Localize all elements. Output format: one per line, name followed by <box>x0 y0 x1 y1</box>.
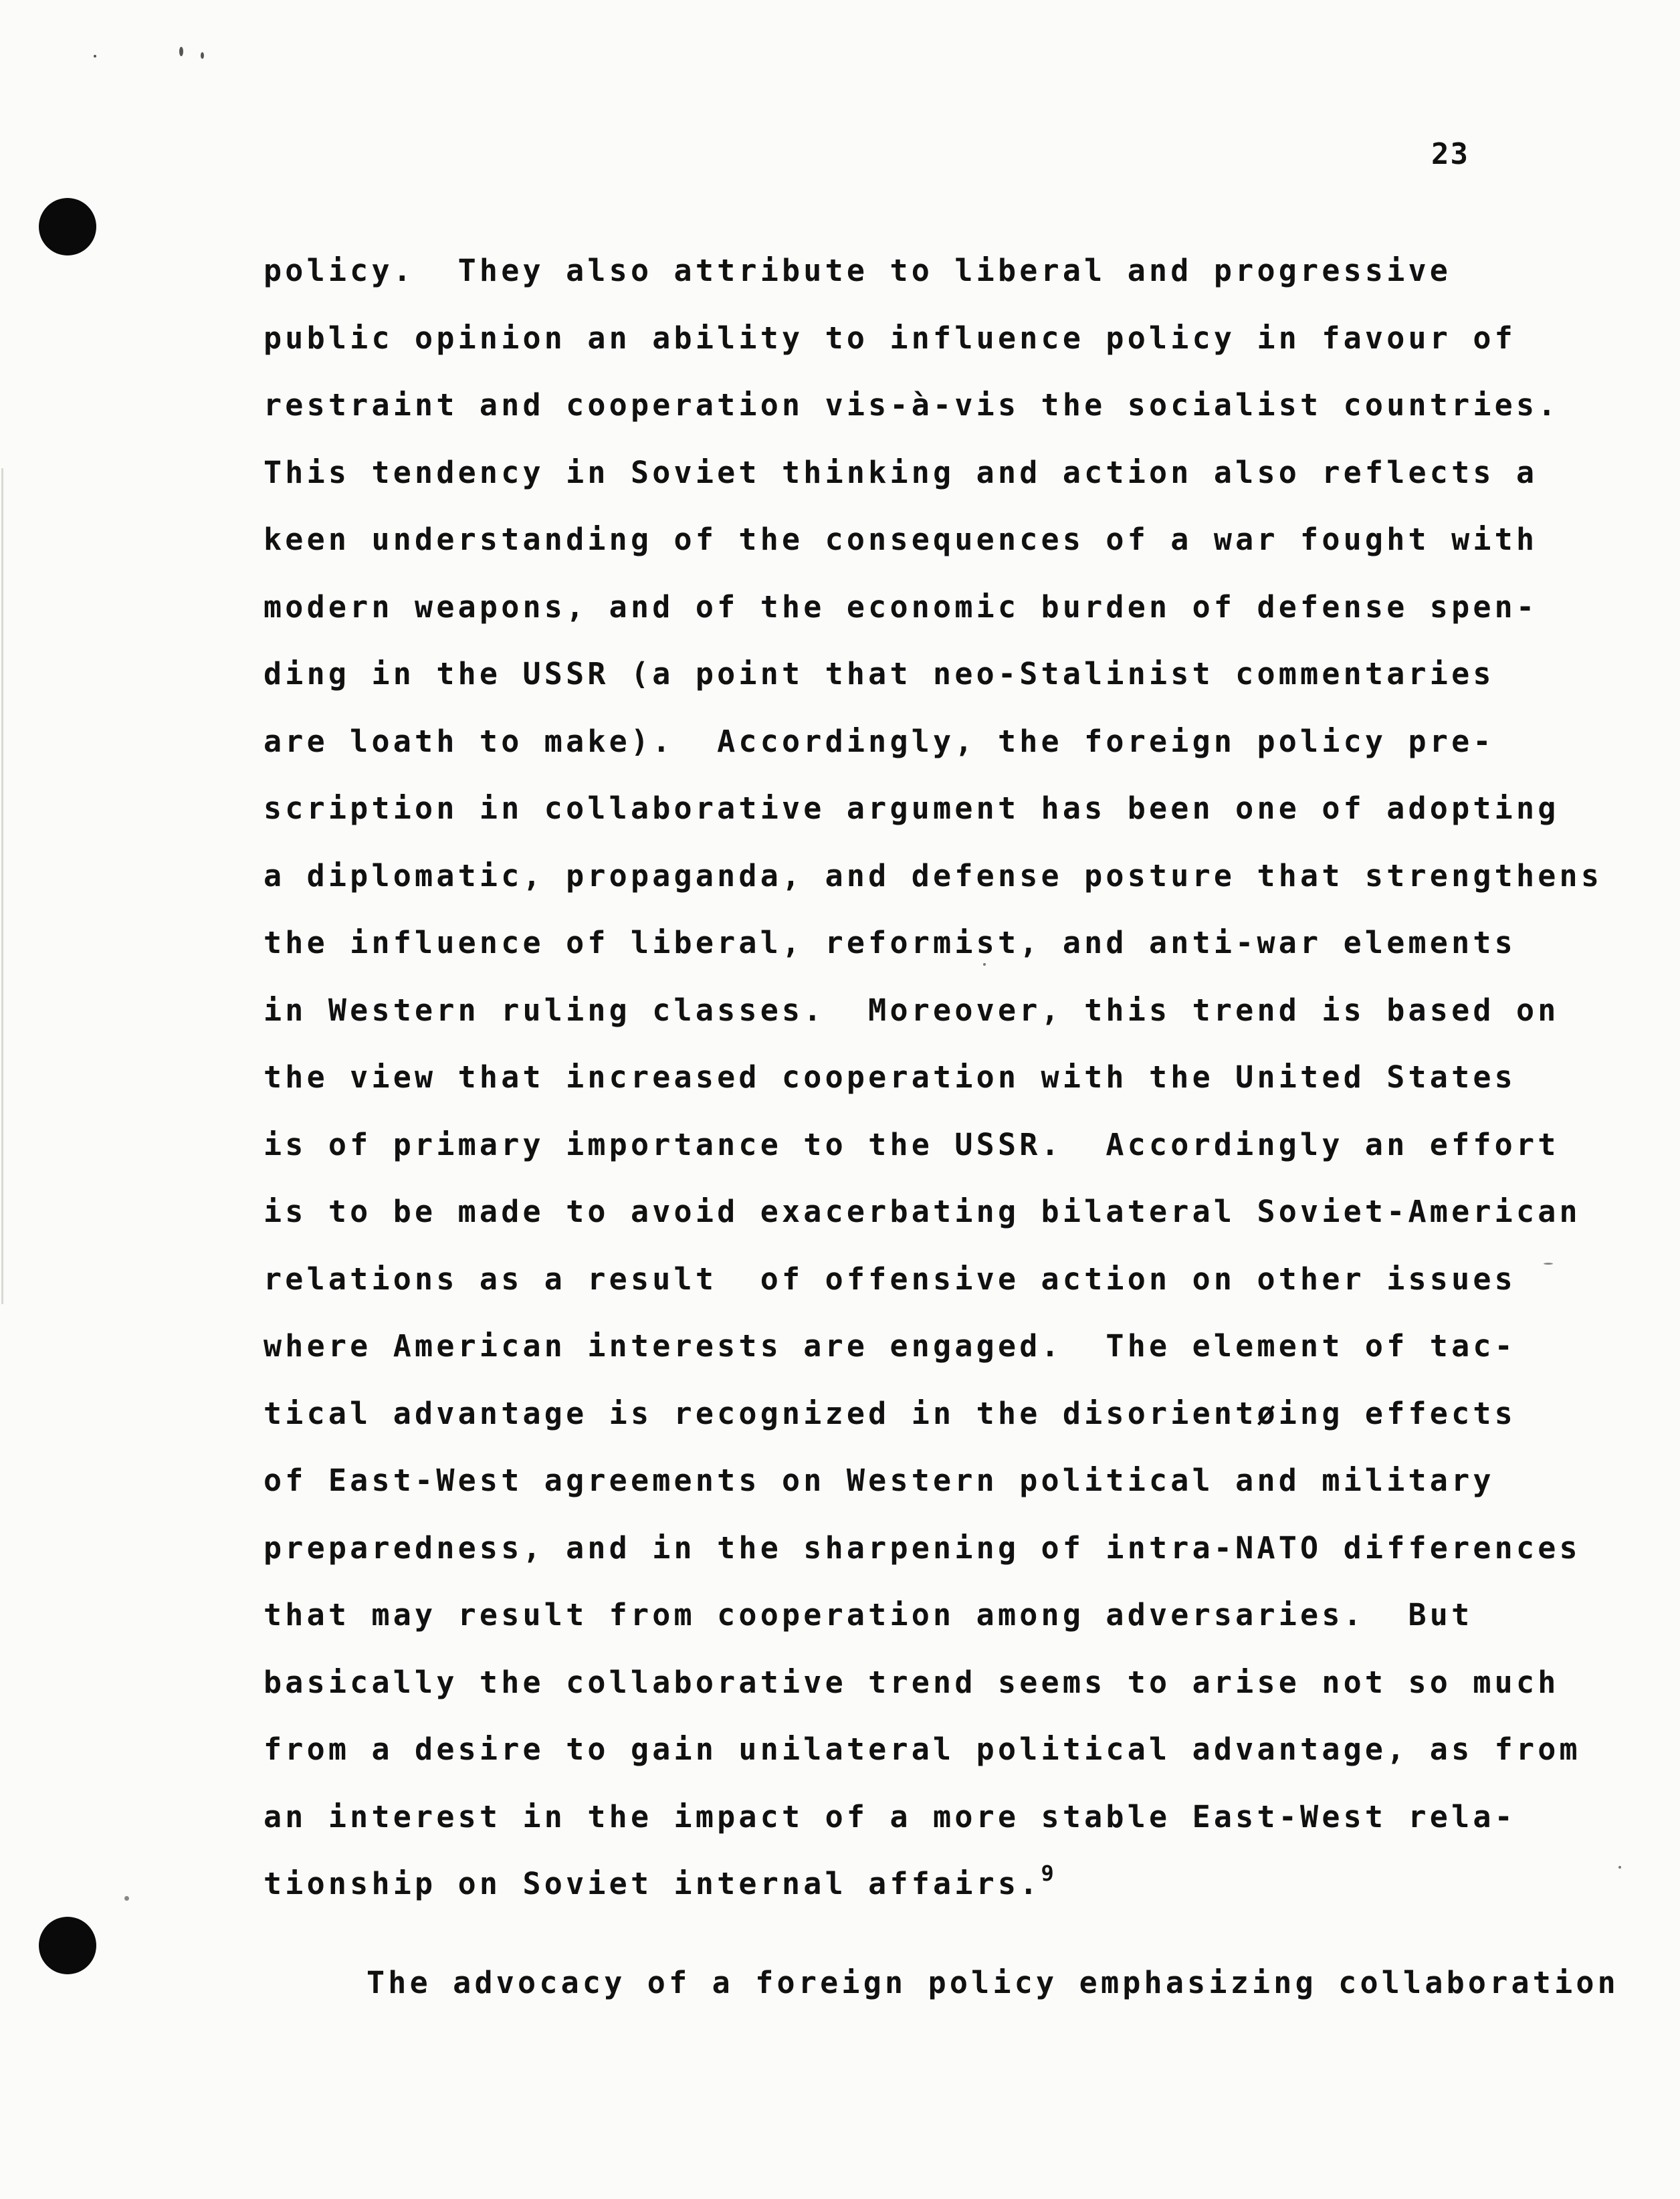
text-line: modern weapons, and of the economic burden of defense spen- <box>264 589 1538 625</box>
scan-speck <box>1618 1866 1621 1869</box>
punch-hole-top <box>39 198 96 255</box>
scan-speck <box>94 55 96 58</box>
text-line: a diplomatic, propaganda, and defense posture that strengthens <box>264 857 1603 894</box>
text-line: in Western ruling classes. Moreover, this trend is based on <box>264 992 1560 1028</box>
page-number: 23 <box>1431 137 1469 171</box>
text-line: are loath to make). Accordingly, the foreign policy pre- <box>264 723 1495 759</box>
scan-speck <box>124 1896 129 1901</box>
text-line: basically the collaborative trend seems to arise not so much <box>264 1664 1560 1700</box>
scan-speck <box>201 52 204 59</box>
punch-hole-bottom <box>39 1917 96 1974</box>
text-line: the influence of liberal, reformist, and anti-war elements <box>264 925 1516 960</box>
text-line: is to be made to avoid exacerbating bilateral Soviet-American <box>264 1194 1581 1229</box>
text-line: is of primary importance to the USSR. Accordingly an effort <box>264 1126 1560 1162</box>
text-line: This tendency in Soviet thinking and action also reflects a <box>264 454 1538 490</box>
text-line: that may result from cooperation among adversaries. But <box>264 1597 1473 1633</box>
text-line: public opinion an ability to influence policy in favour of <box>264 320 1516 356</box>
scan-speck <box>179 47 183 56</box>
text-line-final-content: tionship on Soviet internal affairs. <box>264 1866 1041 1901</box>
text-line: tical advantage is recognized in the disorientøing effects <box>264 1395 1516 1431</box>
text-line: where American interests are engaged. The element of tac- <box>264 1328 1516 1364</box>
scan-edge-shadow <box>1 468 3 1304</box>
text-line: an interest in the impact of a more stable East-West rela- <box>264 1798 1516 1835</box>
text-line: preparedness, and in the sharpening of intra-NATO differences <box>264 1530 1581 1566</box>
text-line: the view that increased cooperation with the United States <box>264 1059 1516 1095</box>
text-line: relations as a result of offensive action on other issues <box>264 1261 1516 1297</box>
paragraph-2-first-line: The advocacy of a foreign policy emphasizing collaboration <box>366 1965 1619 2000</box>
text-line: policy. They also attribute to liberal and progressive <box>264 253 1452 288</box>
text-line: of East-West agreements on Western political and military <box>264 1463 1495 1498</box>
text-line: ding in the USSR (a point that neo-Stalinist commentaries <box>264 656 1495 692</box>
text-line: keen understanding of the consequences of a war fought with <box>264 522 1538 557</box>
text-line: scription in collaborative argument has been one of adopting <box>264 791 1560 826</box>
text-line: from a desire to gain unilateral political advantage, as from <box>264 1732 1581 1767</box>
text-line: restraint and cooperation vis-à-vis the socialist countries. <box>264 387 1560 423</box>
footnote-marker: 9 <box>1041 1861 1054 1886</box>
text-line-final <box>264 1851 1568 1918</box>
paragraph-1 <box>264 237 1603 1918</box>
